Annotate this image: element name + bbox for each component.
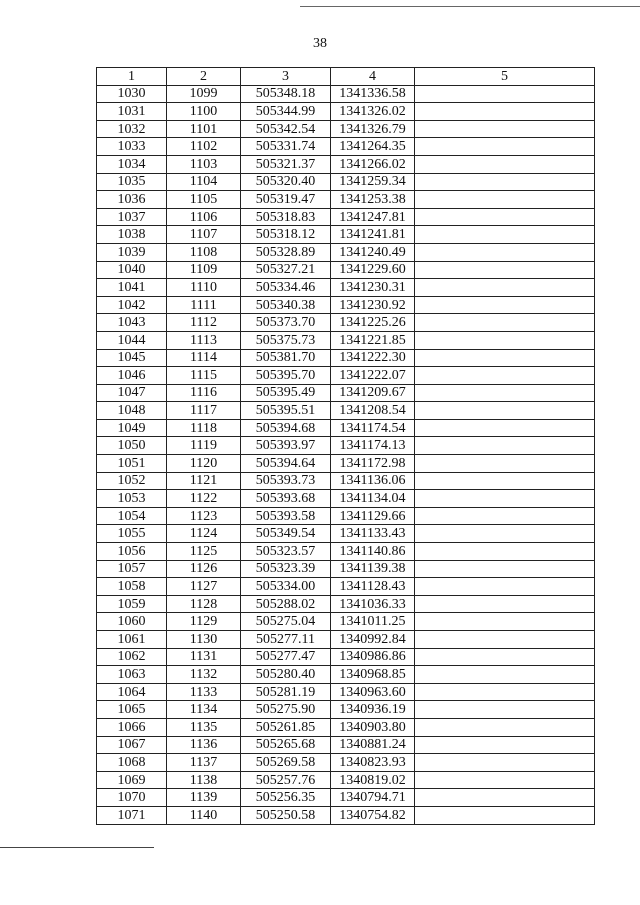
ref-number-cell: 1106: [167, 208, 241, 226]
note-cell: [415, 507, 595, 525]
note-cell: [415, 208, 595, 226]
y-coordinate-cell: 1341134.04: [331, 490, 415, 508]
note-cell: [415, 806, 595, 824]
point-number-cell: 1069: [97, 771, 167, 789]
note-cell: [415, 314, 595, 332]
x-coordinate-cell: 505318.12: [241, 226, 331, 244]
table-row: [97, 331, 595, 349]
table-row: [97, 243, 595, 261]
table-row: [97, 578, 595, 596]
note-cell: [415, 736, 595, 754]
ref-number-cell: 1126: [167, 560, 241, 578]
point-number-cell: 1051: [97, 455, 167, 473]
ref-number-cell: 1138: [167, 771, 241, 789]
y-coordinate-cell: 1340819.02: [331, 771, 415, 789]
point-number-cell: 1030: [97, 85, 167, 103]
table-row: [97, 543, 595, 561]
table-row: [97, 261, 595, 279]
note-cell: [415, 138, 595, 156]
table-row: [97, 155, 595, 173]
point-number-cell: 1062: [97, 648, 167, 666]
table-row: [97, 648, 595, 666]
ref-number-cell: 1119: [167, 437, 241, 455]
ref-number-cell: 1107: [167, 226, 241, 244]
table-row: [97, 402, 595, 420]
ref-number-cell: 1108: [167, 243, 241, 261]
table-row: [97, 718, 595, 736]
point-number-cell: 1066: [97, 718, 167, 736]
x-coordinate-cell: 505349.54: [241, 525, 331, 543]
note-cell: [415, 419, 595, 437]
point-number-cell: 1033: [97, 138, 167, 156]
x-coordinate-cell: 505331.74: [241, 138, 331, 156]
table-row: [97, 103, 595, 121]
y-coordinate-cell: 1341241.81: [331, 226, 415, 244]
x-coordinate-cell: 505340.38: [241, 296, 331, 314]
ref-number-cell: 1102: [167, 138, 241, 156]
point-number-cell: 1064: [97, 683, 167, 701]
y-coordinate-cell: 1341174.13: [331, 437, 415, 455]
x-coordinate-cell: 505393.68: [241, 490, 331, 508]
x-coordinate-cell: 505394.64: [241, 455, 331, 473]
point-number-cell: 1057: [97, 560, 167, 578]
y-coordinate-cell: 1340992.84: [331, 631, 415, 649]
table-row: [97, 806, 595, 824]
note-cell: [415, 437, 595, 455]
x-coordinate-cell: 505393.58: [241, 507, 331, 525]
note-cell: [415, 279, 595, 297]
y-coordinate-cell: 1341264.35: [331, 138, 415, 156]
note-cell: [415, 331, 595, 349]
note-cell: [415, 226, 595, 244]
note-cell: [415, 525, 595, 543]
y-coordinate-cell: 1341036.33: [331, 595, 415, 613]
ref-number-cell: 1118: [167, 419, 241, 437]
y-coordinate-cell: 1341230.92: [331, 296, 415, 314]
note-cell: [415, 648, 595, 666]
table-row: [97, 349, 595, 367]
point-number-cell: 1049: [97, 419, 167, 437]
point-number-cell: 1071: [97, 806, 167, 824]
note-cell: [415, 455, 595, 473]
column-header-5: 5: [415, 68, 595, 86]
y-coordinate-cell: 1341225.26: [331, 314, 415, 332]
point-number-cell: 1043: [97, 314, 167, 332]
point-number-cell: 1059: [97, 595, 167, 613]
note-cell: [415, 191, 595, 209]
y-coordinate-cell: 1341247.81: [331, 208, 415, 226]
ref-number-cell: 1105: [167, 191, 241, 209]
point-number-cell: 1048: [97, 402, 167, 420]
y-coordinate-cell: 1341266.02: [331, 155, 415, 173]
table-row: [97, 736, 595, 754]
ref-number-cell: 1135: [167, 718, 241, 736]
table-row: [97, 296, 595, 314]
x-coordinate-cell: 505269.58: [241, 754, 331, 772]
y-coordinate-cell: 1340936.19: [331, 701, 415, 719]
table-row: [97, 455, 595, 473]
ref-number-cell: 1099: [167, 85, 241, 103]
table-row: [97, 631, 595, 649]
note-cell: [415, 578, 595, 596]
y-coordinate-cell: 1341240.49: [331, 243, 415, 261]
note-cell: [415, 85, 595, 103]
point-number-cell: 1044: [97, 331, 167, 349]
x-coordinate-cell: 505375.73: [241, 331, 331, 349]
x-coordinate-cell: 505342.54: [241, 120, 331, 138]
y-coordinate-cell: 1341222.30: [331, 349, 415, 367]
point-number-cell: 1047: [97, 384, 167, 402]
note-cell: [415, 173, 595, 191]
y-coordinate-cell: 1341136.06: [331, 472, 415, 490]
header-row: [97, 68, 595, 86]
y-coordinate-cell: 1340963.60: [331, 683, 415, 701]
x-coordinate-cell: 505318.83: [241, 208, 331, 226]
note-cell: [415, 754, 595, 772]
table-row: [97, 754, 595, 772]
ref-number-cell: 1113: [167, 331, 241, 349]
x-coordinate-cell: 505257.76: [241, 771, 331, 789]
table-row: [97, 701, 595, 719]
note-cell: [415, 490, 595, 508]
ref-number-cell: 1117: [167, 402, 241, 420]
y-coordinate-cell: 1341229.60: [331, 261, 415, 279]
note-cell: [415, 103, 595, 121]
point-number-cell: 1063: [97, 666, 167, 684]
ref-number-cell: 1139: [167, 789, 241, 807]
x-coordinate-cell: 505323.57: [241, 543, 331, 561]
column-header-4: 4: [331, 68, 415, 86]
table-row: [97, 613, 595, 631]
point-number-cell: 1042: [97, 296, 167, 314]
ref-number-cell: 1129: [167, 613, 241, 631]
y-coordinate-cell: 1340754.82: [331, 806, 415, 824]
ref-number-cell: 1130: [167, 631, 241, 649]
y-coordinate-cell: 1341174.54: [331, 419, 415, 437]
note-cell: [415, 367, 595, 385]
x-coordinate-cell: 505280.40: [241, 666, 331, 684]
note-cell: [415, 701, 595, 719]
point-number-cell: 1035: [97, 173, 167, 191]
point-number-cell: 1065: [97, 701, 167, 719]
table-row: [97, 490, 595, 508]
table-row: [97, 771, 595, 789]
table-row: [97, 666, 595, 684]
table-row: [97, 437, 595, 455]
ref-number-cell: 1137: [167, 754, 241, 772]
note-cell: [415, 349, 595, 367]
x-coordinate-cell: 505321.37: [241, 155, 331, 173]
note-cell: [415, 402, 595, 420]
note-cell: [415, 243, 595, 261]
note-cell: [415, 120, 595, 138]
point-number-cell: 1052: [97, 472, 167, 490]
point-number-cell: 1046: [97, 367, 167, 385]
x-coordinate-cell: 505265.68: [241, 736, 331, 754]
point-number-cell: 1039: [97, 243, 167, 261]
ref-number-cell: 1115: [167, 367, 241, 385]
point-number-cell: 1055: [97, 525, 167, 543]
x-coordinate-cell: 505281.19: [241, 683, 331, 701]
point-number-cell: 1060: [97, 613, 167, 631]
table-row: [97, 120, 595, 138]
table-row: [97, 226, 595, 244]
point-number-cell: 1067: [97, 736, 167, 754]
y-coordinate-cell: 1341011.25: [331, 613, 415, 631]
point-number-cell: 1038: [97, 226, 167, 244]
y-coordinate-cell: 1341209.67: [331, 384, 415, 402]
x-coordinate-cell: 505348.18: [241, 85, 331, 103]
table-row: [97, 279, 595, 297]
y-coordinate-cell: 1341326.02: [331, 103, 415, 121]
y-coordinate-cell: 1341128.43: [331, 578, 415, 596]
y-coordinate-cell: 1340881.24: [331, 736, 415, 754]
x-coordinate-cell: 505261.85: [241, 718, 331, 736]
x-coordinate-cell: 505334.46: [241, 279, 331, 297]
y-coordinate-cell: 1341129.66: [331, 507, 415, 525]
ref-number-cell: 1116: [167, 384, 241, 402]
ref-number-cell: 1136: [167, 736, 241, 754]
ref-number-cell: 1128: [167, 595, 241, 613]
x-coordinate-cell: 505395.51: [241, 402, 331, 420]
column-header-1: 1: [97, 68, 167, 86]
point-number-cell: 1045: [97, 349, 167, 367]
x-coordinate-cell: 505393.97: [241, 437, 331, 455]
table-row: [97, 683, 595, 701]
point-number-cell: 1034: [97, 155, 167, 173]
note-cell: [415, 261, 595, 279]
x-coordinate-cell: 505277.11: [241, 631, 331, 649]
note-cell: [415, 683, 595, 701]
ref-number-cell: 1110: [167, 279, 241, 297]
y-coordinate-cell: 1341230.31: [331, 279, 415, 297]
point-number-cell: 1054: [97, 507, 167, 525]
ref-number-cell: 1133: [167, 683, 241, 701]
note-cell: [415, 560, 595, 578]
x-coordinate-cell: 505344.99: [241, 103, 331, 121]
ref-number-cell: 1112: [167, 314, 241, 332]
note-cell: [415, 613, 595, 631]
point-number-cell: 1061: [97, 631, 167, 649]
table-row: [97, 208, 595, 226]
note-cell: [415, 666, 595, 684]
x-coordinate-cell: 505373.70: [241, 314, 331, 332]
table-row: [97, 314, 595, 332]
y-coordinate-cell: 1341172.98: [331, 455, 415, 473]
y-coordinate-cell: 1341140.86: [331, 543, 415, 561]
top-divider: [300, 6, 640, 7]
table-row: [97, 595, 595, 613]
note-cell: [415, 472, 595, 490]
note-cell: [415, 789, 595, 807]
table-row: [97, 367, 595, 385]
y-coordinate-cell: 1341208.54: [331, 402, 415, 420]
x-coordinate-cell: 505327.21: [241, 261, 331, 279]
y-coordinate-cell: 1340986.86: [331, 648, 415, 666]
column-header-3: 3: [241, 68, 331, 86]
y-coordinate-cell: 1341139.38: [331, 560, 415, 578]
ref-number-cell: 1124: [167, 525, 241, 543]
ref-number-cell: 1123: [167, 507, 241, 525]
y-coordinate-cell: 1341221.85: [331, 331, 415, 349]
x-coordinate-cell: 505395.70: [241, 367, 331, 385]
ref-number-cell: 1114: [167, 349, 241, 367]
note-cell: [415, 718, 595, 736]
note-cell: [415, 631, 595, 649]
coordinates-table: [96, 67, 595, 825]
table-row: [97, 85, 595, 103]
table-row: [97, 560, 595, 578]
note-cell: [415, 543, 595, 561]
table-row: [97, 507, 595, 525]
x-coordinate-cell: 505328.89: [241, 243, 331, 261]
ref-number-cell: 1111: [167, 296, 241, 314]
table-row: [97, 789, 595, 807]
note-cell: [415, 595, 595, 613]
y-coordinate-cell: 1340823.93: [331, 754, 415, 772]
ref-number-cell: 1109: [167, 261, 241, 279]
page-number: 38: [313, 36, 327, 51]
x-coordinate-cell: 505394.68: [241, 419, 331, 437]
ref-number-cell: 1122: [167, 490, 241, 508]
point-number-cell: 1058: [97, 578, 167, 596]
note-cell: [415, 155, 595, 173]
point-number-cell: 1037: [97, 208, 167, 226]
x-coordinate-cell: 505320.40: [241, 173, 331, 191]
point-number-cell: 1041: [97, 279, 167, 297]
table-row: [97, 138, 595, 156]
ref-number-cell: 1140: [167, 806, 241, 824]
y-coordinate-cell: 1341259.34: [331, 173, 415, 191]
point-number-cell: 1032: [97, 120, 167, 138]
point-number-cell: 1040: [97, 261, 167, 279]
point-number-cell: 1068: [97, 754, 167, 772]
x-coordinate-cell: 505334.00: [241, 578, 331, 596]
y-coordinate-cell: 1341253.38: [331, 191, 415, 209]
table-row: [97, 173, 595, 191]
x-coordinate-cell: 505395.49: [241, 384, 331, 402]
ref-number-cell: 1131: [167, 648, 241, 666]
table-row: [97, 419, 595, 437]
x-coordinate-cell: 505381.70: [241, 349, 331, 367]
table-row: [97, 191, 595, 209]
ref-number-cell: 1132: [167, 666, 241, 684]
ref-number-cell: 1100: [167, 103, 241, 121]
y-coordinate-cell: 1341222.07: [331, 367, 415, 385]
x-coordinate-cell: 505393.73: [241, 472, 331, 490]
x-coordinate-cell: 505277.47: [241, 648, 331, 666]
ref-number-cell: 1101: [167, 120, 241, 138]
x-coordinate-cell: 505288.02: [241, 595, 331, 613]
x-coordinate-cell: 505323.39: [241, 560, 331, 578]
ref-number-cell: 1120: [167, 455, 241, 473]
table-row: [97, 384, 595, 402]
point-number-cell: 1053: [97, 490, 167, 508]
x-coordinate-cell: 505250.58: [241, 806, 331, 824]
table-row: [97, 472, 595, 490]
y-coordinate-cell: 1341336.58: [331, 85, 415, 103]
x-coordinate-cell: 505319.47: [241, 191, 331, 209]
y-coordinate-cell: 1340794.71: [331, 789, 415, 807]
x-coordinate-cell: 505275.90: [241, 701, 331, 719]
y-coordinate-cell: 1341133.43: [331, 525, 415, 543]
note-cell: [415, 296, 595, 314]
note-cell: [415, 771, 595, 789]
x-coordinate-cell: 505256.35: [241, 789, 331, 807]
ref-number-cell: 1121: [167, 472, 241, 490]
ref-number-cell: 1134: [167, 701, 241, 719]
column-header-2: 2: [167, 68, 241, 86]
y-coordinate-cell: 1341326.79: [331, 120, 415, 138]
point-number-cell: 1036: [97, 191, 167, 209]
x-coordinate-cell: 505275.04: [241, 613, 331, 631]
note-cell: [415, 384, 595, 402]
y-coordinate-cell: 1340903.80: [331, 718, 415, 736]
point-number-cell: 1070: [97, 789, 167, 807]
footnote-divider: [0, 847, 154, 848]
table-row: [97, 525, 595, 543]
ref-number-cell: 1104: [167, 173, 241, 191]
ref-number-cell: 1127: [167, 578, 241, 596]
ref-number-cell: 1103: [167, 155, 241, 173]
ref-number-cell: 1125: [167, 543, 241, 561]
point-number-cell: 1056: [97, 543, 167, 561]
table-body: [97, 68, 595, 825]
y-coordinate-cell: 1340968.85: [331, 666, 415, 684]
point-number-cell: 1050: [97, 437, 167, 455]
point-number-cell: 1031: [97, 103, 167, 121]
